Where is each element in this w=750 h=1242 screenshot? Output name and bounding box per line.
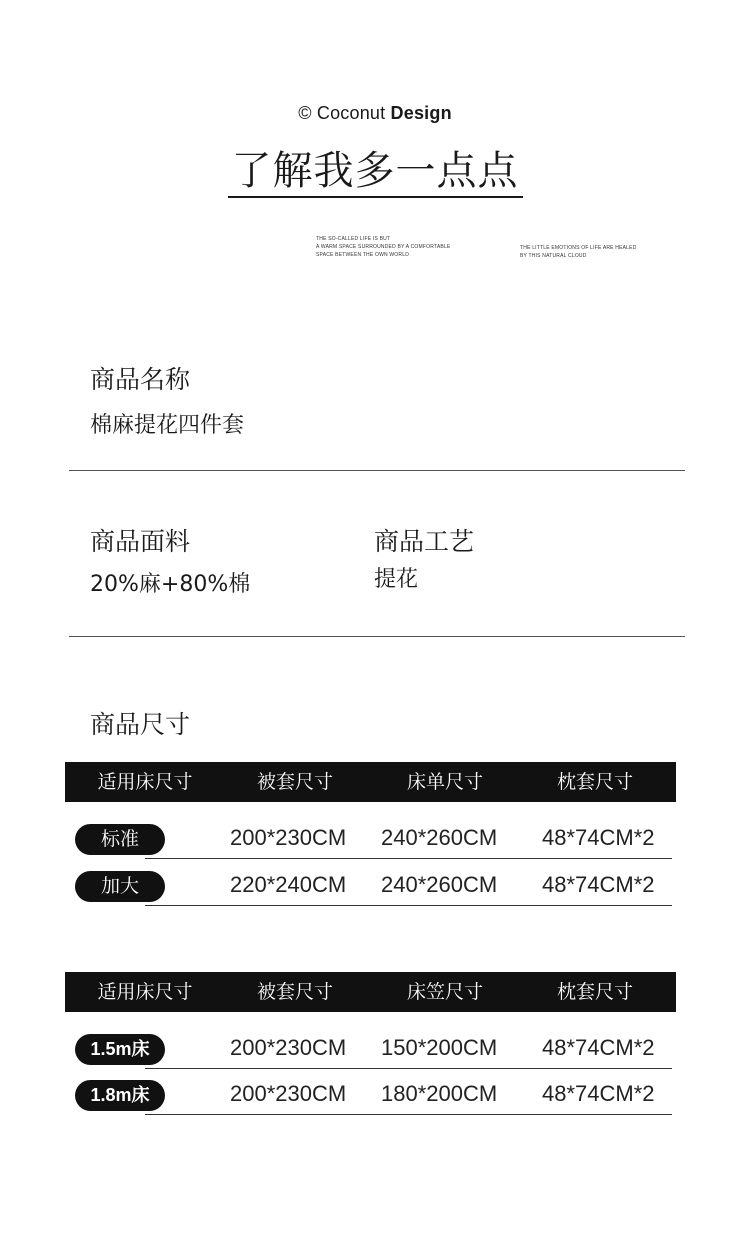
size-tag: 标准 [75, 824, 165, 855]
tagline-left-line: THE SO-CALLED LIFE IS BUT [316, 236, 391, 242]
pillowcase-size-cell: 48*74CM*2 [542, 825, 655, 850]
header-bed-size: 适用床尺寸 [97, 981, 193, 1003]
duvet-size-cell: 200*230CM [230, 1035, 347, 1060]
craft-label: 商品工艺 [374, 527, 475, 556]
tagline-right [520, 244, 650, 260]
tagline-left [316, 235, 466, 259]
row-divider [145, 1114, 672, 1115]
page-title: 了解我多一点点 [228, 148, 523, 198]
row-divider [145, 858, 672, 859]
size-table-2-header [65, 972, 676, 1012]
size-tag: 1.8m床 [75, 1080, 165, 1111]
size-label: 商品尺寸 [90, 710, 191, 739]
size-table-1-header [65, 762, 676, 802]
size-tag: 加大 [75, 871, 165, 902]
duvet-size-cell: 220*240CM [230, 872, 347, 897]
brand-name-bold: Design [390, 103, 452, 123]
tagline-right-line: THE LITTLE EMOTIONS OF LIFE ARE HEALED [520, 245, 637, 251]
size-tag: 1.5m床 [75, 1034, 165, 1065]
brand-name: Coconut [316, 103, 386, 123]
product-name-value: 棉麻提花四件套 [90, 413, 245, 438]
brand-logo [0, 103, 750, 124]
fitted-sheet-size-cell: 180*200CM [381, 1081, 498, 1106]
copyright-symbol: © [298, 103, 312, 123]
header-sheet-size: 床单尺寸 [406, 771, 483, 793]
header-fitted-sheet-size: 床笠尺寸 [406, 981, 483, 1003]
duvet-size-cell: 200*230CM [230, 825, 347, 850]
table-row [75, 870, 672, 906]
fabric-label: 商品面料 [90, 527, 191, 556]
fabric-value: 20%麻+80%棉 [90, 572, 251, 597]
tagline-left-line: SPACE BETWEEN THE OWN WORLD [316, 252, 410, 258]
sheet-size-cell: 240*260CM [381, 825, 498, 850]
table-row [75, 1033, 672, 1069]
tagline-left-line: A WARM SPACE SURROUNDED BY A COMFORTABLE [316, 244, 451, 250]
header-bed-size: 适用床尺寸 [97, 771, 193, 793]
table-row [75, 823, 672, 859]
header-pillowcase-size: 枕套尺寸 [556, 771, 633, 793]
row-divider [145, 1068, 672, 1069]
header-duvet-size: 被套尺寸 [256, 771, 333, 793]
tagline-right-line: BY THIS NATURAL CLOUD [520, 253, 587, 259]
craft-value: 提花 [374, 567, 419, 592]
page-title-wrapper [0, 148, 750, 198]
pillowcase-size-cell: 48*74CM*2 [542, 872, 655, 897]
sheet-size-cell: 240*260CM [381, 872, 498, 897]
fitted-sheet-size-cell: 150*200CM [381, 1035, 498, 1060]
product-name-label: 商品名称 [90, 365, 191, 394]
pillowcase-size-cell: 48*74CM*2 [542, 1035, 655, 1060]
duvet-size-cell: 200*230CM [230, 1081, 347, 1106]
divider [69, 636, 685, 637]
row-divider [145, 905, 672, 906]
header-duvet-size: 被套尺寸 [256, 981, 333, 1003]
table-row [75, 1079, 672, 1115]
pillowcase-size-cell: 48*74CM*2 [542, 1081, 655, 1106]
divider [69, 470, 685, 471]
header-pillowcase-size: 枕套尺寸 [556, 981, 633, 1003]
